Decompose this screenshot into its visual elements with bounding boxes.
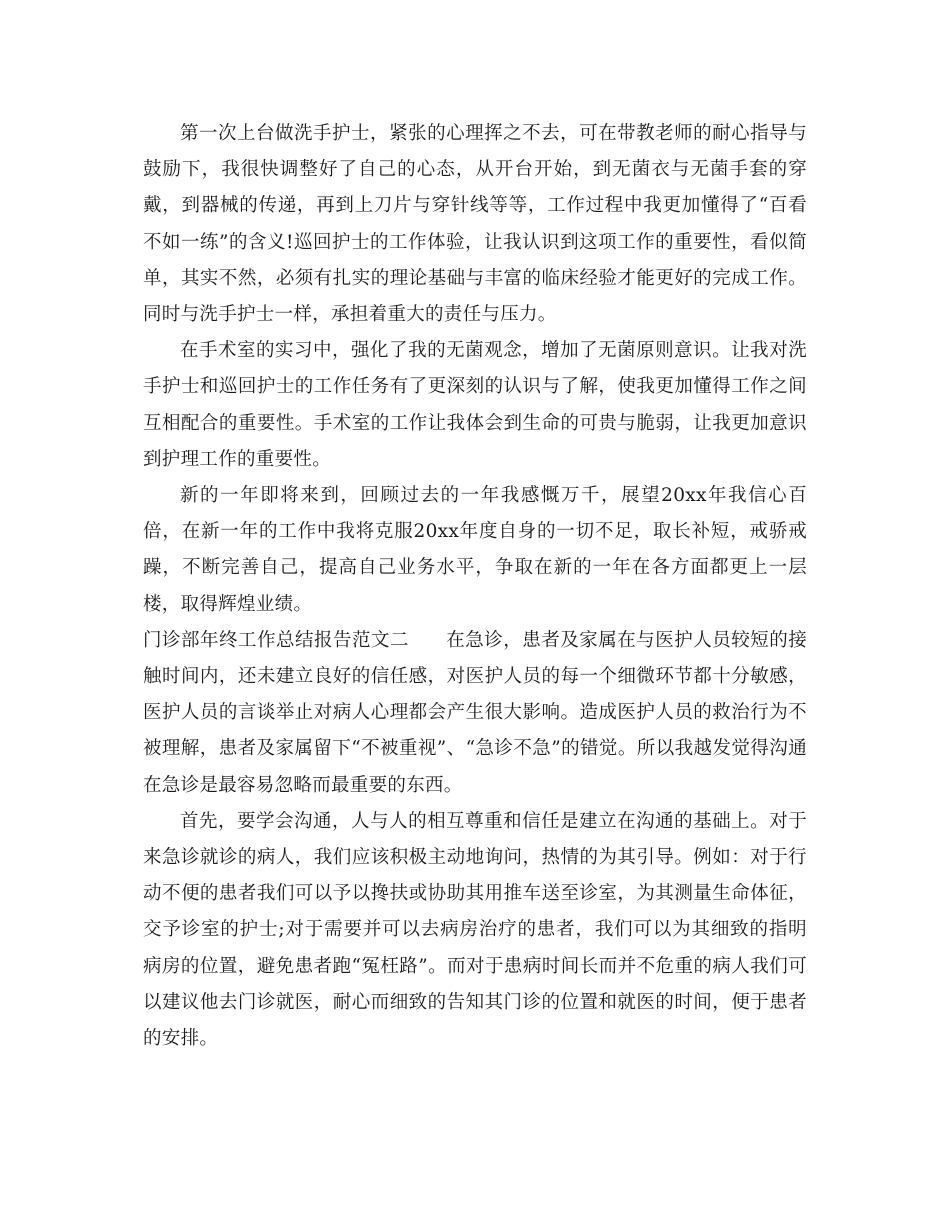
section-block	[143, 623, 807, 804]
paragraph-scrub-nurse: 第一次上台做洗手护士，紧张的心理挥之不去，可在带教老师的耐心指导与鼓励下，我很快调整好了自己的心态，从开台开始，到无菌衣与无菌手套的穿戴，到器械的传递，再到上刀片与穿针线等等，工作过程中我更加懂得了“百看不如一练”的含义!巡回护士的工作体验，让我认识到这项工作的重要性，看似简单，其实不然，必须有扎实的理论基础与丰富的临床经验才能更好的完成工作。同时与洗手护士一样，承担着重大的责任与压力。	[143, 123, 807, 326]
paragraph-operating-room-internship: 在手术室的实习中，强化了我的无菌观念，增加了无菌原则意识。让我对洗手护士和巡回护士的工作任务有了更深刻的认识与了解，使我更加懂得工作之间互相配合的重要性。手术室的工作让我体会到生命的可贵与脆弱，让我更加意识到护理工作的重要性。	[143, 340, 807, 470]
section-first-paragraph: 在急诊，患者及家属在与医护人员较短的接触时间内，还未建立良好的信任感，对医护人员的每一个细微环节都十分敏感，医护人员的言谈举止对病人心理都会产生很大影响。造成医护人员的救治行为不被理解，患者及家属留下“不被重视”、“急诊不急”的错觉。所以我越发觉得沟通在急诊是最容易忽略而最重要的东西。	[143, 629, 807, 796]
section-title: 门诊部年终工作总结报告范文二	[143, 629, 409, 651]
document-body	[143, 116, 807, 1057]
paragraph-communication: 首先，要学会沟通，人与人的相互尊重和信任是建立在沟通的基础上。对于来急诊就诊的病人，我们应该积极主动地询问，热情的为其引导。例如：对于行动不便的患者我们可以予以搀扶或协助其用推车送至诊室，为其测量生命体征，交予诊室的护士;对于需要并可以去病房治疗的患者，我们可以为其细致的指明病房的位置，避免患者跑“冤枉路”。而对于患病时间长而并不危重的病人我们可以建议他去门诊就医，耐心而细致的告知其门诊的位置和就医的时间，便于患者的安排。	[143, 810, 807, 1050]
paragraph-new-year-outlook: 新的一年即将来到，回顾过去的一年我感慨万千，展望20xx年我信心百倍，在新一年的工作中我将克服20xx年度自身的一切不足，取长补短，戒骄戒躁，不断完善自己，提高自己业务水平，争取在新的一年在各方面都更上一层楼，取得辉煌业绩。	[143, 485, 807, 615]
